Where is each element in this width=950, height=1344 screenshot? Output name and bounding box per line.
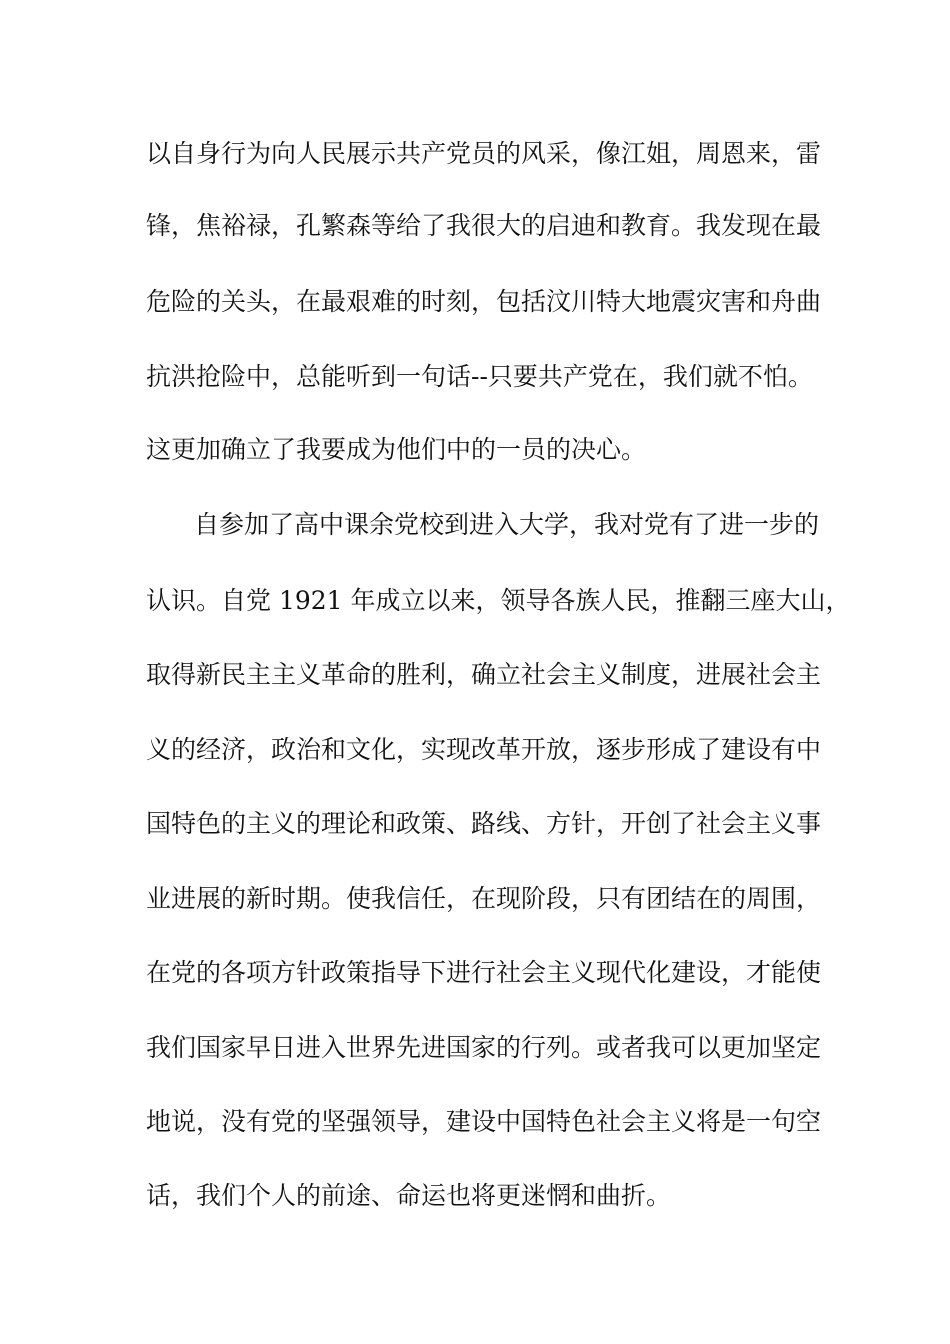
text-line: 国特色的主义的理论和政策、路线、方针，开创了社会主义事 <box>146 809 822 838</box>
text-line: 义的经济，政治和文化，实现改革开放，逐步形成了建设有中 <box>146 735 822 764</box>
text-line: 我们国家早日进入世界先进国家的行列。或者我可以更加坚定 <box>146 1033 822 1062</box>
text-line: 话，我们个人的前途、命运也将更迷惘和曲折。 <box>146 1181 672 1210</box>
text-line: 业进展的新时期。使我信任，在现阶段，只有团结在的周围， <box>146 884 822 913</box>
paragraph-first-line: 自参加了高中课余党校到进入大学，我对党有了进一步的 <box>194 510 820 539</box>
text-line: 认识。自党 1921 年成立以来，领导各族人民，推翻三座大山， <box>146 586 851 615</box>
text-line: 地说，没有党的坚强领导，建设中国特色社会主义将是一句空 <box>146 1107 822 1136</box>
text-line: 抗洪抢险中，总能听到一句话--只要共产党在，我们就不怕。 <box>146 362 813 391</box>
text-line: 以自身行为向人民展示共产党员的风采，像江姐，周恩来，雷 <box>146 139 822 168</box>
text-line: 这更加确立了我要成为他们中的一员的决心。 <box>146 435 647 464</box>
text-line: 危险的关头，在最艰难的时刻，包括汶川特大地震灾害和舟曲 <box>146 287 822 316</box>
text-line: 在党的各项方针政策指导下进行社会主义现代化建设，才能使 <box>146 958 822 987</box>
text-line: 取得新民主主义革命的胜利，确立社会主义制度，进展社会主 <box>146 660 822 689</box>
text-line: 锋，焦裕禄，孔繁森等给了我很大的启迪和教育。我发现在最 <box>146 211 822 240</box>
